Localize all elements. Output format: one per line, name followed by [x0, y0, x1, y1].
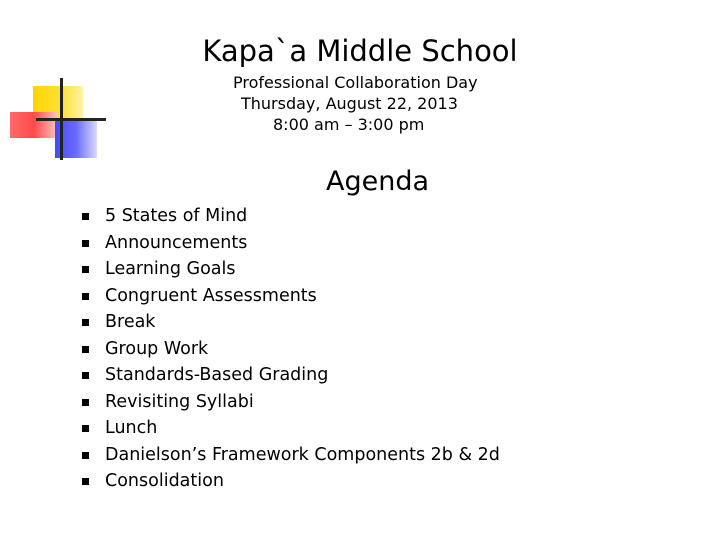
- subtitle-event: Professional Collaboration Day: [233, 73, 478, 92]
- list-item: [80, 336, 500, 363]
- page-title: Kapa`a Middle School: [202, 34, 518, 68]
- list-item: [80, 203, 500, 230]
- list-item: [80, 442, 500, 469]
- list-item: [80, 389, 500, 416]
- list-item-label: Learning Goals: [105, 259, 236, 279]
- list-item-label: 5 States of Mind: [105, 206, 248, 226]
- list-item: [80, 283, 500, 310]
- subtitle-time: 8:00 am – 3:00 pm: [273, 115, 425, 134]
- square-bullet-icon: [82, 213, 89, 220]
- subtitle-block: [0, 72, 720, 135]
- agenda-heading: Agenda: [326, 166, 430, 197]
- list-item-label: Lunch: [105, 418, 158, 438]
- square-bullet-icon: [82, 346, 89, 353]
- list-item: [80, 415, 500, 442]
- square-bullet-icon: [82, 425, 89, 432]
- square-bullet-icon: [82, 478, 89, 485]
- list-item-label: Announcements: [105, 232, 248, 253]
- list-item-label: Standards-Based Grading: [105, 365, 329, 385]
- list-item: [80, 468, 500, 495]
- list-item-label: Danielson’s Framework Components 2b & 2d: [105, 444, 500, 465]
- list-item-label: Break: [105, 312, 156, 332]
- list-item-label: Consolidation: [105, 471, 224, 491]
- list-item-label: Congruent Assessments: [105, 285, 317, 306]
- subtitle-date: Thursday, August 22, 2013: [241, 94, 458, 113]
- list-item: [80, 362, 500, 389]
- square-bullet-icon: [82, 399, 89, 406]
- list-item: [80, 230, 500, 257]
- square-bullet-icon: [82, 240, 89, 247]
- square-bullet-icon: [82, 452, 89, 459]
- list-item-label: Revisiting Syllabi: [105, 391, 254, 412]
- list-item: [80, 309, 500, 336]
- list-item-label: Group Work: [105, 338, 209, 359]
- square-bullet-icon: [82, 293, 89, 300]
- square-bullet-icon: [82, 319, 89, 326]
- agenda-list: [80, 203, 500, 495]
- square-bullet-icon: [82, 266, 89, 273]
- list-item: [80, 256, 500, 283]
- square-bullet-icon: [82, 372, 89, 379]
